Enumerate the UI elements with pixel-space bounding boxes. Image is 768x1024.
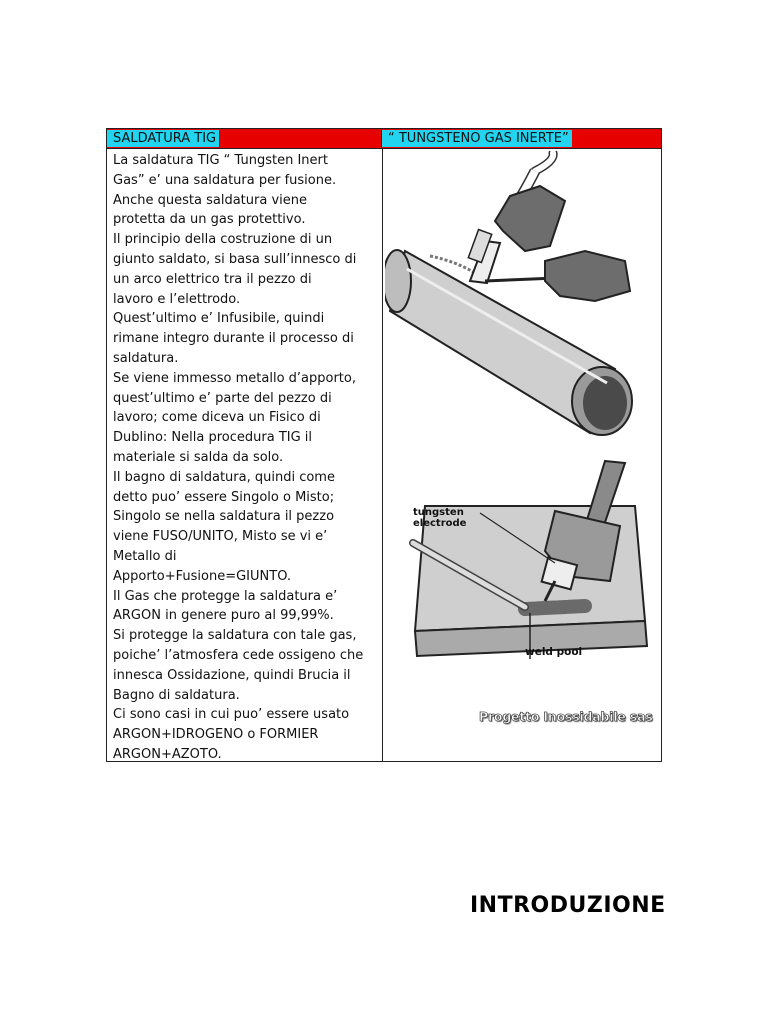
text-line: giunto saldato, si basa sull’innesco di — [113, 251, 357, 267]
welding-table — [106, 128, 662, 762]
text-line: protetta da un gas protettivo. — [113, 212, 306, 228]
column-divider — [382, 149, 383, 761]
text-line: Anche questa saldatura viene — [113, 192, 307, 208]
text-line: ARGON+IDROGENO o FORMIER — [113, 727, 319, 743]
electrode-label-line1: tungsten — [413, 507, 464, 518]
page-heading: INTRODUZIONE — [470, 893, 666, 918]
text-line: Metallo di — [113, 548, 177, 564]
header-left-label: SALDATURA TIG — [107, 130, 219, 147]
text-line: ARGON+AZOTO. — [113, 746, 222, 762]
weld-pool-label: weld pool — [525, 646, 583, 658]
header-right-label: “ TUNGSTENO GAS INERTE” — [382, 130, 572, 147]
tig-illustrations — [385, 151, 660, 761]
text-line: poiche’ l’atmosfera cede ossigeno che — [113, 647, 364, 663]
text-line: Si protegge la saldatura con tale gas, — [113, 628, 357, 644]
text-line: Il principio della costruzione di un — [113, 232, 333, 248]
text-line: Ci sono casi in cui puo’ essere usato — [113, 707, 350, 723]
text-line: Il Gas che protegge la saldatura e’ — [113, 588, 338, 604]
text-line: lavoro; come diceva un Fisico di — [113, 410, 321, 426]
text-line: viene FUSO/UNITO, Misto se vi e’ — [113, 529, 328, 545]
text-line: Apporto+Fusione=GIUNTO. — [113, 568, 292, 584]
description-text — [113, 151, 379, 765]
pipe-welding-illustration — [385, 153, 632, 435]
electrode-label — [413, 507, 466, 529]
text-line: Bagno di saldatura. — [113, 687, 240, 703]
text-line: Singolo se nella saldatura il pezzo — [113, 509, 335, 525]
header-right-cell — [382, 129, 661, 149]
text-line: Gas” e’ una saldatura per fusione. — [113, 172, 337, 188]
text-line: quest’ultimo e’ parte del pezzo di — [113, 390, 332, 406]
text-line: materiale si salda da solo. — [113, 449, 284, 465]
text-line: detto puo’ essere Singolo o Misto; — [113, 489, 335, 505]
text-line: Il bagno di saldatura, quindi come — [113, 469, 335, 485]
header-left-cell — [107, 129, 382, 149]
text-line: ARGON in genere puro al 99,99%. — [113, 608, 334, 624]
plate-welding-diagram — [413, 461, 647, 659]
text-line: lavoro e l’elettrodo. — [113, 291, 241, 307]
text-line: Quest’ultimo e’ Infusibile, quindi — [113, 311, 325, 327]
text-line: Dublino: Nella procedura TIG il — [113, 430, 313, 446]
text-line: Se viene immesso metallo d’apporto, — [113, 370, 356, 386]
text-line: rimane integro durante il processo di — [113, 331, 354, 347]
watermark: Progetto Inossidabile sas — [479, 709, 653, 724]
electrode-label-line2: electrode — [413, 518, 467, 529]
text-line: un arco elettrico tra il pezzo di — [113, 271, 312, 287]
text-line: La saldatura TIG “ Tungsten Inert — [113, 153, 328, 168]
text-line: saldatura. — [113, 350, 179, 366]
text-line: innesca Ossidazione, quindi Brucia il — [113, 667, 351, 683]
